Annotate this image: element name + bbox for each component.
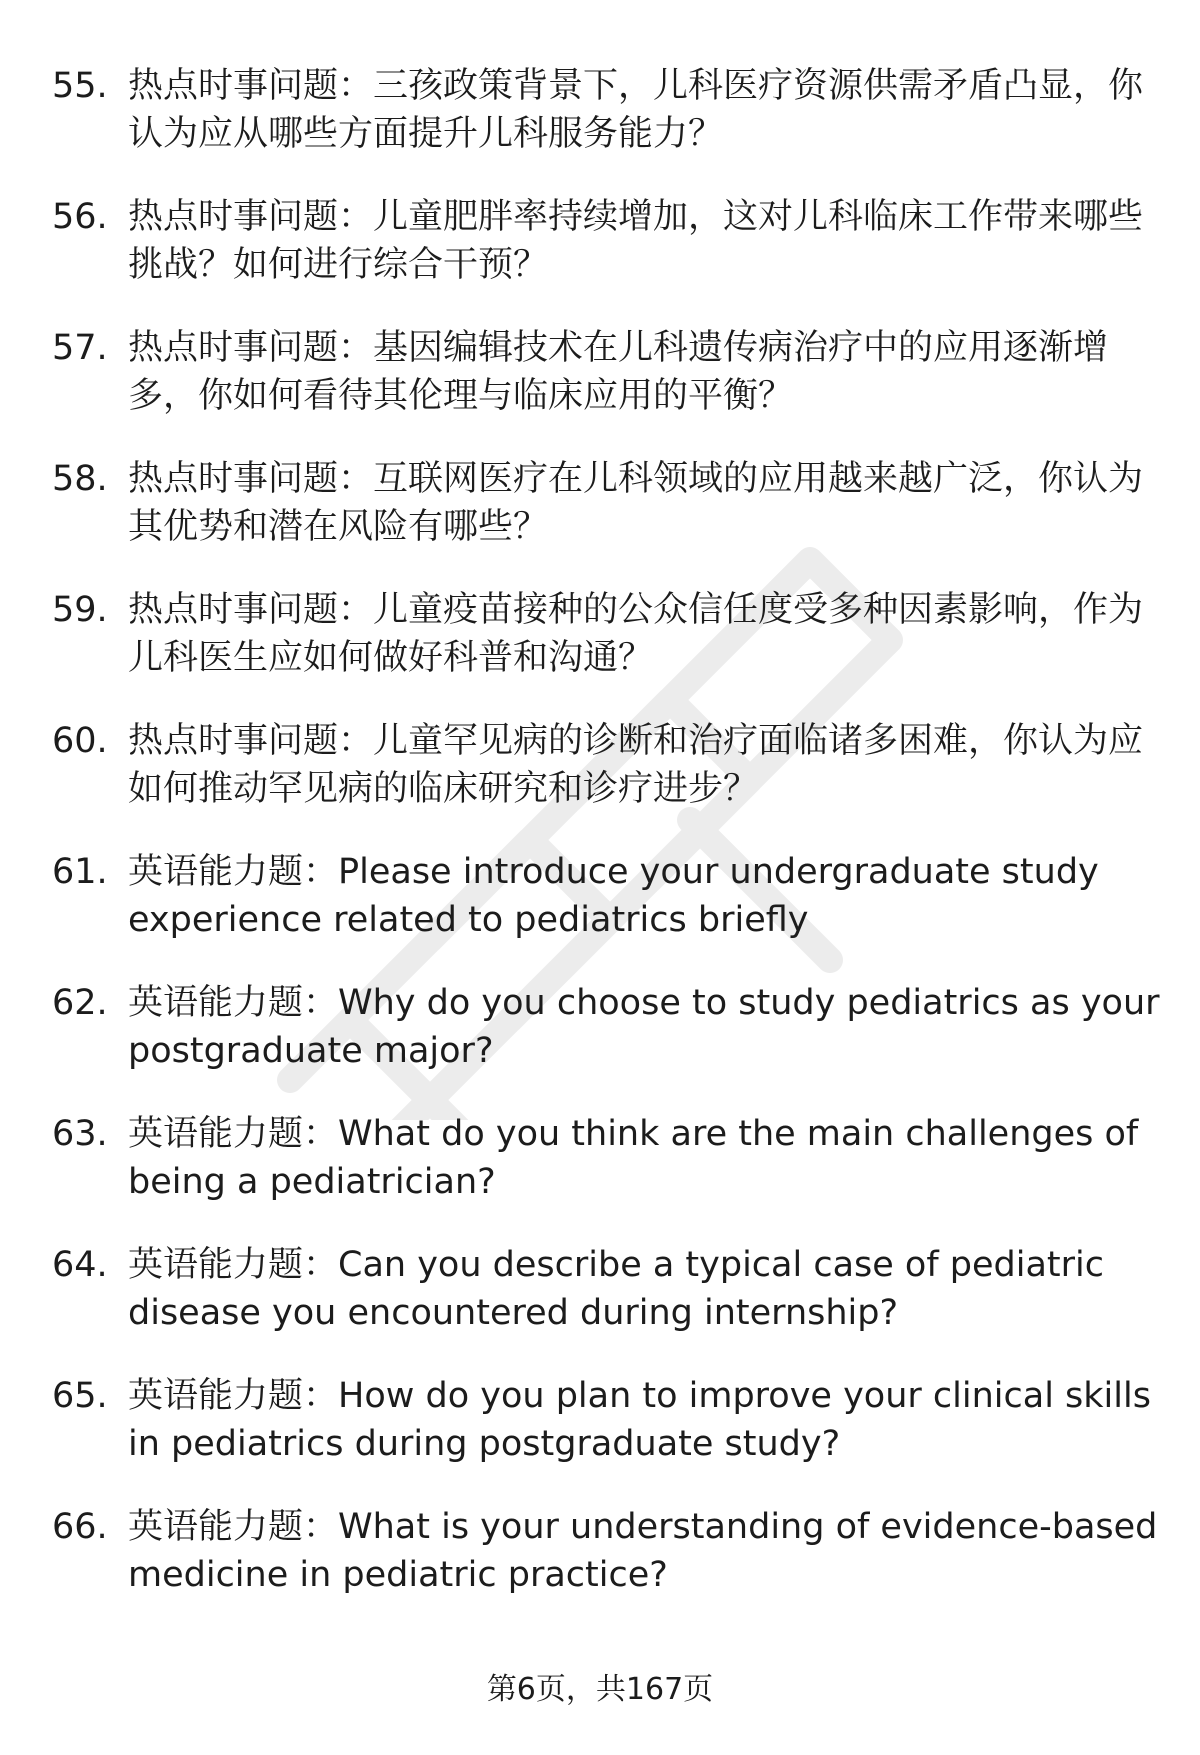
question-text: 儿童罕见病的诊断和治疗面临诸多困难，你认为应如何推动罕见病的临床研究和诊疗进步？ — [128, 721, 1144, 809]
question-text: 儿童疫苗接种的公众信任度受多种因素影响，作为儿科医生应如何做好科普和沟通？ — [128, 590, 1144, 678]
question-category: 英语能力题： — [128, 1114, 339, 1154]
question-item-57 — [52, 324, 1162, 421]
question-number: 66. — [52, 1507, 108, 1547]
question-text: 基因编辑技术在儿科遗传病治疗中的应用逐渐增多，你如何看待其伦理与临床应用的平衡？ — [128, 328, 1109, 416]
question-number: 56. — [52, 197, 108, 237]
question-number: 57. — [52, 328, 108, 368]
question-category: 英语能力题： — [128, 1507, 339, 1547]
question-number: 61. — [52, 852, 108, 892]
question-body — [128, 586, 1162, 683]
question-list — [52, 62, 1162, 1634]
question-text: Please introduce your undergraduate study experience related to pediatrics briefly — [128, 852, 1099, 940]
question-text: How do you plan to improve your clinical skills in pediatrics during postgraduate study? — [128, 1376, 1151, 1464]
question-category: 热点时事问题： — [128, 721, 374, 761]
question-item-58 — [52, 455, 1162, 552]
question-category: 热点时事问题： — [128, 66, 374, 106]
question-text: 互联网医疗在儿科领域的应用越来越广泛，你认为其优势和潜在风险有哪些？ — [128, 459, 1144, 547]
question-text: What is your understanding of evidence-based medicine in pediatric practice? — [128, 1507, 1158, 1595]
question-body — [128, 848, 1162, 945]
question-number: 59. — [52, 590, 108, 630]
question-category: 热点时事问题： — [128, 328, 374, 368]
question-number: 65. — [52, 1376, 108, 1416]
question-number: 58. — [52, 459, 108, 499]
question-body — [128, 324, 1162, 421]
question-category: 英语能力题： — [128, 852, 339, 892]
question-number: 64. — [52, 1245, 108, 1285]
question-item-65 — [52, 1372, 1162, 1469]
question-text: 儿童肥胖率持续增加，这对儿科临床工作带来哪些挑战？如何进行综合干预？ — [128, 197, 1144, 285]
question-category: 英语能力题： — [128, 1376, 339, 1416]
page-indicator: 第6页，共167页 — [486, 1672, 714, 1707]
question-item-56 — [52, 193, 1162, 290]
question-body — [128, 979, 1162, 1076]
question-category: 热点时事问题： — [128, 197, 374, 237]
question-item-59 — [52, 586, 1162, 683]
question-body — [128, 1241, 1162, 1338]
question-body — [128, 193, 1162, 290]
question-category: 英语能力题： — [128, 983, 339, 1023]
question-item-63 — [52, 1110, 1162, 1207]
question-item-60 — [52, 717, 1162, 814]
question-text: 三孩政策背景下，儿科医疗资源供需矛盾凸显，你认为应从哪些方面提升儿科服务能力？ — [128, 66, 1144, 154]
question-number: 60. — [52, 721, 108, 761]
question-body — [128, 1372, 1162, 1469]
question-text: Why do you choose to study pediatrics as your postgraduate major? — [128, 983, 1160, 1071]
question-item-66 — [52, 1503, 1162, 1600]
question-number: 63. — [52, 1114, 108, 1154]
question-category: 热点时事问题： — [128, 459, 374, 499]
question-item-55 — [52, 62, 1162, 159]
question-body — [128, 717, 1162, 814]
question-item-62 — [52, 979, 1162, 1076]
question-text: Can you describe a typical case of pediatric disease you encountered during internship? — [128, 1245, 1105, 1333]
question-body — [128, 455, 1162, 552]
question-number: 55. — [52, 66, 108, 106]
question-text: What do you think are the main challenges of being a pediatrician? — [128, 1114, 1139, 1202]
question-category: 热点时事问题： — [128, 590, 374, 630]
question-body — [128, 1110, 1162, 1207]
question-category: 英语能力题： — [128, 1245, 339, 1285]
question-body — [128, 62, 1162, 159]
question-item-64 — [52, 1241, 1162, 1338]
question-item-61 — [52, 848, 1162, 945]
question-number: 62. — [52, 983, 108, 1023]
question-body — [128, 1503, 1162, 1600]
